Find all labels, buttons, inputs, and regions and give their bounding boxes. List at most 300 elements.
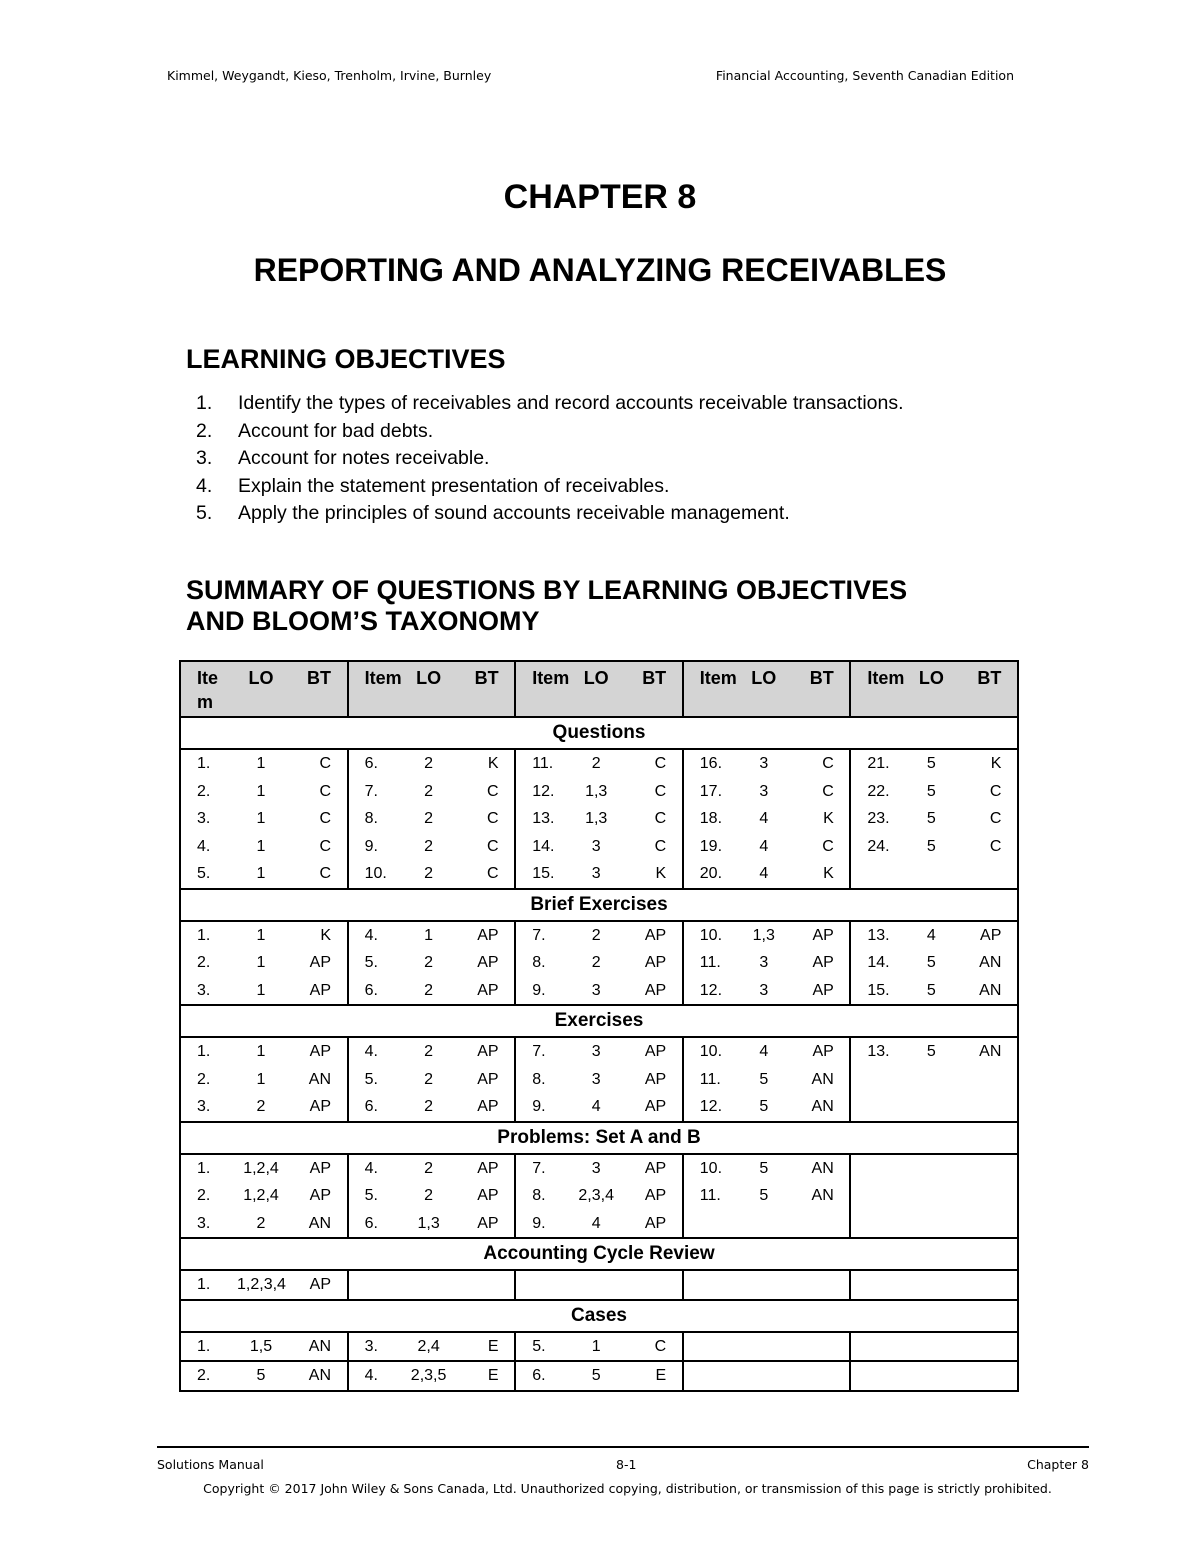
table-entry bbox=[684, 1155, 850, 1183]
table-entry bbox=[516, 949, 682, 977]
blooms-level: AN bbox=[811, 1187, 834, 1204]
blooms-level: AP bbox=[309, 1159, 331, 1177]
learning-objective: 1,2,4 bbox=[243, 1159, 279, 1177]
table-entry bbox=[684, 778, 850, 806]
summary-heading bbox=[186, 575, 907, 637]
item-number: 5. bbox=[532, 1337, 546, 1355]
learning-objective: 1 bbox=[256, 782, 266, 800]
item-number: 5. bbox=[364, 1187, 378, 1204]
empty-entry bbox=[851, 1333, 1017, 1361]
item-number: 9. bbox=[364, 837, 378, 855]
header-authors: Kimmel, Weygandt, Kieso, Trenholm, Irvine, Burnley bbox=[167, 68, 492, 83]
item-number: 4. bbox=[364, 1367, 378, 1384]
column-block bbox=[683, 749, 851, 889]
blooms-level: C bbox=[822, 755, 834, 772]
column-block bbox=[683, 1270, 851, 1300]
blooms-level: AP bbox=[477, 926, 499, 944]
blooms-level: AN bbox=[979, 981, 1002, 999]
item-number: 1. bbox=[197, 1337, 211, 1355]
learning-objective: 5 bbox=[759, 1159, 769, 1177]
table-entry bbox=[516, 1182, 682, 1210]
learning-objective: 4 bbox=[591, 1098, 601, 1115]
learning-objective: 3 bbox=[591, 865, 601, 882]
table-entry bbox=[516, 1155, 682, 1183]
table-entry bbox=[349, 833, 515, 861]
learning-objective: 4 bbox=[759, 1043, 769, 1060]
item-number: 2. bbox=[197, 954, 211, 971]
objective-item bbox=[196, 390, 904, 418]
blooms-level: AP bbox=[477, 1159, 499, 1177]
table-entry bbox=[349, 1333, 515, 1361]
blooms-level: C bbox=[989, 837, 1002, 855]
item-number: 5. bbox=[197, 865, 211, 882]
blooms-level: AP bbox=[309, 1043, 331, 1060]
learning-objective: 2 bbox=[424, 1098, 434, 1115]
column-block bbox=[180, 1361, 348, 1391]
column-block bbox=[180, 921, 348, 1006]
column-block bbox=[683, 1332, 851, 1362]
column-block bbox=[515, 1037, 683, 1122]
header-block bbox=[348, 661, 516, 717]
section-title: Cases bbox=[180, 1300, 1018, 1332]
column-header: LO bbox=[583, 668, 609, 688]
summary-heading-line: AND BLOOM’S TAXONOMY bbox=[186, 606, 540, 636]
blooms-level: C bbox=[822, 782, 834, 800]
item-number: 13. bbox=[867, 1043, 890, 1060]
objectives-heading: LEARNING OBJECTIVES bbox=[186, 344, 506, 374]
table-entry bbox=[181, 1155, 347, 1183]
item-number: 1. bbox=[197, 1276, 211, 1293]
item-number: 16. bbox=[699, 755, 723, 772]
learning-objective: 1,3 bbox=[417, 1214, 440, 1232]
column-block bbox=[515, 1361, 683, 1391]
column-block bbox=[515, 749, 683, 889]
column-header: LO bbox=[248, 668, 274, 688]
item-number: 9. bbox=[532, 981, 546, 999]
blooms-level: AP bbox=[644, 1159, 667, 1177]
column-header: Item bbox=[532, 668, 570, 688]
section-title: Brief Exercises bbox=[180, 889, 1018, 921]
objective-number: 4. bbox=[196, 474, 213, 497]
item-number: 6. bbox=[364, 981, 378, 999]
item-number: 2. bbox=[197, 1367, 211, 1384]
header-block bbox=[683, 661, 851, 717]
item-number: 19. bbox=[699, 837, 723, 855]
blooms-level: E bbox=[487, 1337, 499, 1355]
item-number: 4. bbox=[364, 1159, 378, 1177]
learning-objective: 1 bbox=[256, 1043, 266, 1060]
learning-objective: 3 bbox=[759, 981, 769, 999]
empty-entry bbox=[851, 1362, 1017, 1390]
blooms-level: AP bbox=[644, 954, 667, 971]
learning-objective: 1 bbox=[256, 755, 266, 772]
objective-number: 2. bbox=[196, 419, 213, 442]
blooms-level: C bbox=[989, 810, 1002, 827]
learning-objective: 2 bbox=[424, 1187, 434, 1204]
table-entry bbox=[181, 1066, 347, 1094]
table-entry bbox=[516, 1038, 682, 1066]
table-row bbox=[180, 749, 1018, 889]
learning-objective: 1 bbox=[256, 954, 266, 971]
table-entry bbox=[516, 750, 682, 778]
learning-objective: 4 bbox=[759, 810, 769, 827]
learning-objective: 1,5 bbox=[249, 1337, 273, 1355]
learning-objective: 2 bbox=[591, 954, 601, 971]
learning-objective: 3 bbox=[759, 954, 769, 971]
learning-objective: 5 bbox=[926, 810, 936, 827]
learning-objective: 1 bbox=[591, 1337, 601, 1355]
blooms-level: AP bbox=[309, 954, 331, 971]
item-number: 11. bbox=[699, 1187, 721, 1204]
table-entry bbox=[516, 1362, 682, 1390]
learning-objective: 2 bbox=[424, 755, 434, 772]
item-number: 2. bbox=[197, 1070, 211, 1088]
item-number: 23. bbox=[867, 810, 890, 827]
learning-objective: 1 bbox=[256, 837, 266, 855]
blooms-level: K bbox=[487, 755, 499, 772]
section-header-row bbox=[180, 1300, 1018, 1332]
column-block bbox=[180, 1270, 348, 1300]
table-entry bbox=[181, 1093, 347, 1121]
blooms-level: K bbox=[823, 810, 834, 827]
item-number: 5. bbox=[364, 1070, 378, 1088]
header-block bbox=[515, 661, 683, 717]
table-entry bbox=[516, 860, 682, 888]
table-entry bbox=[851, 922, 1017, 950]
table-entry bbox=[181, 1362, 347, 1390]
header-block bbox=[850, 661, 1018, 717]
column-block bbox=[180, 1037, 348, 1122]
table-row bbox=[180, 1361, 1018, 1391]
item-number: 8. bbox=[532, 954, 546, 971]
table-entry bbox=[349, 750, 515, 778]
learning-objective: 1,2,4 bbox=[243, 1187, 279, 1204]
learning-objective: 5 bbox=[926, 837, 936, 855]
table-entry bbox=[684, 949, 850, 977]
blooms-level: C bbox=[487, 837, 499, 855]
item-number: 11. bbox=[699, 954, 721, 971]
learning-objective: 2 bbox=[424, 782, 434, 800]
column-header: Item bbox=[867, 668, 905, 688]
item-number: 13. bbox=[867, 926, 890, 944]
item-number: 1. bbox=[197, 926, 211, 944]
column-block bbox=[348, 749, 516, 889]
learning-objective: 1,3 bbox=[585, 782, 608, 800]
section-header-row bbox=[180, 1122, 1018, 1154]
section-header-row bbox=[180, 889, 1018, 921]
table-entry bbox=[684, 805, 850, 833]
column-block bbox=[348, 1361, 516, 1391]
blooms-level: AN bbox=[308, 1070, 331, 1088]
item-number: 12. bbox=[532, 782, 555, 800]
objective-number: 1. bbox=[196, 392, 213, 414]
blooms-level: C bbox=[654, 837, 667, 855]
empty-entry bbox=[516, 1271, 682, 1299]
learning-objective: 2,4 bbox=[417, 1337, 440, 1355]
item-number: 13. bbox=[532, 810, 555, 827]
empty-entry bbox=[851, 1155, 1017, 1183]
blooms-level: AP bbox=[477, 1187, 499, 1204]
learning-objective: 2 bbox=[424, 837, 434, 855]
item-number: 3. bbox=[364, 1337, 378, 1355]
objective-text: Explain the statement presentation of receivables. bbox=[238, 474, 670, 497]
learning-objective: 4 bbox=[926, 926, 936, 944]
learning-objective: 1 bbox=[424, 926, 434, 944]
learning-objective: 2 bbox=[256, 1214, 266, 1232]
section-title: Accounting Cycle Review bbox=[180, 1238, 1018, 1270]
blooms-level: C bbox=[319, 755, 331, 772]
blooms-level: AP bbox=[812, 954, 834, 971]
learning-objective: 1,3 bbox=[752, 926, 775, 944]
blooms-level: AP bbox=[644, 1070, 667, 1088]
table-entry bbox=[349, 1182, 515, 1210]
table-header-row bbox=[180, 661, 1018, 717]
section-header-row bbox=[180, 1238, 1018, 1270]
item-number: 4. bbox=[364, 1043, 378, 1060]
objective-text: Identify the types of receivables and record accounts receivable transactions. bbox=[238, 392, 904, 414]
objective-text: Account for notes receivable. bbox=[238, 447, 490, 469]
learning-objective: 2 bbox=[256, 1098, 266, 1115]
blooms-level: AP bbox=[812, 926, 834, 944]
item-number: 3. bbox=[197, 810, 211, 827]
table-entry bbox=[349, 1093, 515, 1121]
objective-item bbox=[196, 445, 904, 473]
table-entry bbox=[684, 833, 850, 861]
column-block bbox=[348, 1037, 516, 1122]
table-entry bbox=[349, 1155, 515, 1183]
item-number: 8. bbox=[532, 1187, 546, 1204]
item-number: 2. bbox=[197, 782, 211, 800]
column-block bbox=[180, 1332, 348, 1362]
table-entry bbox=[349, 922, 515, 950]
objective-item bbox=[196, 418, 904, 446]
item-number: 1. bbox=[197, 1159, 211, 1177]
section-title: Questions bbox=[180, 717, 1018, 749]
item-number: 10. bbox=[364, 865, 387, 882]
blooms-level: AP bbox=[812, 1043, 834, 1060]
learning-objective: 2,3,4 bbox=[578, 1187, 614, 1204]
table-entry bbox=[181, 778, 347, 806]
blooms-level: C bbox=[319, 782, 331, 800]
column-block bbox=[180, 749, 348, 889]
blooms-level: AP bbox=[644, 1214, 667, 1232]
table-entry bbox=[349, 778, 515, 806]
item-number: 15. bbox=[867, 981, 890, 999]
column-block bbox=[180, 1154, 348, 1239]
item-number: 7. bbox=[532, 926, 546, 944]
table-entry bbox=[851, 750, 1017, 778]
item-number: 9. bbox=[532, 1214, 546, 1232]
table-entry bbox=[851, 833, 1017, 861]
chapter-title: CHAPTER 8 bbox=[503, 178, 697, 216]
learning-objective: 3 bbox=[591, 1043, 601, 1060]
table-entry bbox=[181, 1271, 347, 1299]
column-block bbox=[850, 1270, 1018, 1300]
learning-objective: 3 bbox=[591, 1159, 601, 1177]
table-entry bbox=[349, 949, 515, 977]
column-block bbox=[515, 1270, 683, 1300]
blooms-level: AP bbox=[644, 1043, 667, 1060]
footer-rule bbox=[157, 1446, 1089, 1448]
table-entry bbox=[181, 1038, 347, 1066]
table-entry bbox=[516, 1210, 682, 1238]
column-block bbox=[348, 921, 516, 1006]
objective-item bbox=[196, 473, 904, 501]
blooms-level: AP bbox=[644, 926, 667, 944]
blooms-level: K bbox=[823, 865, 834, 882]
section-title: Problems: Set A and B bbox=[180, 1122, 1018, 1154]
learning-objective: 2 bbox=[424, 981, 434, 999]
table-entry bbox=[516, 833, 682, 861]
learning-objective: 2 bbox=[424, 1159, 434, 1177]
learning-objective: 2 bbox=[424, 1043, 434, 1060]
objectives-list bbox=[196, 390, 904, 528]
blooms-level: AN bbox=[308, 1367, 331, 1384]
table-entry bbox=[851, 949, 1017, 977]
section-header-row bbox=[180, 1005, 1018, 1037]
table-entry bbox=[349, 860, 515, 888]
header-block bbox=[180, 661, 348, 717]
learning-objective: 2 bbox=[424, 810, 434, 827]
column-block bbox=[683, 1037, 851, 1122]
header-cells bbox=[349, 662, 515, 690]
column-block bbox=[850, 921, 1018, 1006]
empty-entry bbox=[349, 1271, 515, 1299]
column-block bbox=[850, 1154, 1018, 1239]
blooms-level: C bbox=[654, 1337, 667, 1355]
item-number: 6. bbox=[364, 1098, 378, 1115]
column-block bbox=[515, 1332, 683, 1362]
column-block bbox=[515, 1154, 683, 1239]
learning-objective: 5 bbox=[759, 1098, 769, 1115]
item-number: 11. bbox=[699, 1070, 721, 1088]
column-block bbox=[850, 1037, 1018, 1122]
learning-objective: 5 bbox=[759, 1070, 769, 1088]
learning-objective: 5 bbox=[256, 1367, 266, 1384]
table-entry bbox=[684, 750, 850, 778]
section-title: Exercises bbox=[180, 1005, 1018, 1037]
blooms-level: AN bbox=[979, 954, 1002, 971]
item-number: 24. bbox=[867, 837, 890, 855]
blooms-level: AP bbox=[644, 981, 667, 999]
column-header: LO bbox=[918, 668, 944, 688]
item-number: 1. bbox=[197, 755, 211, 772]
blooms-level: AP bbox=[309, 1187, 331, 1204]
table-entry bbox=[349, 1210, 515, 1238]
column-header: Item bbox=[364, 668, 402, 688]
learning-objective: 1 bbox=[256, 810, 266, 827]
item-number: 8. bbox=[364, 810, 378, 827]
table-row bbox=[180, 1154, 1018, 1239]
column-block bbox=[348, 1154, 516, 1239]
column-header: Ite m bbox=[197, 668, 219, 712]
item-number: 10. bbox=[699, 1043, 723, 1060]
column-header: BT bbox=[809, 668, 834, 688]
item-number: 3. bbox=[197, 1214, 211, 1232]
learning-objective: 4 bbox=[759, 865, 769, 882]
learning-objective: 2 bbox=[424, 1070, 434, 1088]
blooms-level: E bbox=[655, 1367, 667, 1384]
column-block bbox=[683, 1361, 851, 1391]
blooms-level: K bbox=[655, 865, 667, 882]
table-entry bbox=[851, 805, 1017, 833]
blooms-level: AP bbox=[309, 1098, 331, 1115]
objective-number: 3. bbox=[196, 447, 213, 469]
table-entry bbox=[684, 977, 850, 1005]
column-header: Item bbox=[699, 668, 737, 688]
item-number: 3. bbox=[197, 981, 211, 999]
table-entry bbox=[851, 977, 1017, 1005]
learning-objective: 5 bbox=[759, 1187, 769, 1204]
column-block bbox=[850, 1332, 1018, 1362]
blooms-level: C bbox=[319, 837, 331, 855]
table-entry bbox=[181, 922, 347, 950]
table-entry bbox=[684, 922, 850, 950]
item-number: 17. bbox=[699, 782, 723, 800]
item-number: 9. bbox=[532, 1098, 546, 1115]
section-header-row bbox=[180, 717, 1018, 749]
learning-objective: 3 bbox=[591, 1070, 601, 1088]
blooms-level: C bbox=[487, 782, 499, 800]
column-block bbox=[683, 921, 851, 1006]
column-header: BT bbox=[474, 668, 499, 688]
table-entry bbox=[684, 860, 850, 888]
blooms-level: AP bbox=[477, 1043, 499, 1060]
learning-objective: 1 bbox=[256, 1070, 266, 1088]
item-number: 1. bbox=[197, 1043, 211, 1060]
blooms-level: E bbox=[487, 1367, 499, 1384]
table-entry bbox=[516, 922, 682, 950]
blooms-level: AP bbox=[477, 954, 499, 971]
blooms-level: AP bbox=[309, 1276, 331, 1293]
footer-copyright: Copyright © 2017 John Wiley & Sons Canada, Ltd. Unauthorized copying, distribution, or transmission of this page is strictly prohibited. bbox=[203, 1481, 1052, 1496]
column-header: LO bbox=[751, 668, 777, 688]
table-entry bbox=[684, 1182, 850, 1210]
running-header bbox=[157, 68, 1014, 88]
table-entry bbox=[181, 1333, 347, 1361]
item-number: 7. bbox=[532, 1159, 546, 1177]
blooms-level: C bbox=[487, 810, 499, 827]
item-number: 14. bbox=[532, 837, 555, 855]
table-row bbox=[180, 1037, 1018, 1122]
blooms-level: AN bbox=[308, 1214, 331, 1232]
blooms-level: AP bbox=[980, 926, 1002, 944]
column-header: BT bbox=[307, 668, 331, 688]
learning-objective: 1 bbox=[256, 865, 266, 882]
table-entry bbox=[349, 805, 515, 833]
header-cells bbox=[684, 662, 850, 690]
item-number: 8. bbox=[532, 1070, 546, 1088]
learning-objective: 3 bbox=[591, 837, 601, 855]
table-entry bbox=[516, 1093, 682, 1121]
blooms-level: AP bbox=[309, 981, 331, 999]
blooms-level: AN bbox=[811, 1098, 834, 1115]
table-entry bbox=[516, 778, 682, 806]
blooms-level: AP bbox=[477, 1214, 499, 1232]
learning-objective: 3 bbox=[759, 782, 769, 800]
header-cells bbox=[181, 662, 347, 714]
summary-table bbox=[179, 660, 1019, 1392]
item-number: 6. bbox=[364, 755, 378, 772]
table-entry bbox=[349, 1066, 515, 1094]
column-header: LO bbox=[416, 668, 442, 688]
footer-left: Solutions Manual bbox=[157, 1457, 264, 1472]
learning-objective: 1 bbox=[256, 981, 266, 999]
table-entry bbox=[181, 860, 347, 888]
table-entry bbox=[851, 1038, 1017, 1066]
learning-objective: 5 bbox=[591, 1367, 601, 1384]
blooms-level: AN bbox=[811, 1070, 834, 1088]
